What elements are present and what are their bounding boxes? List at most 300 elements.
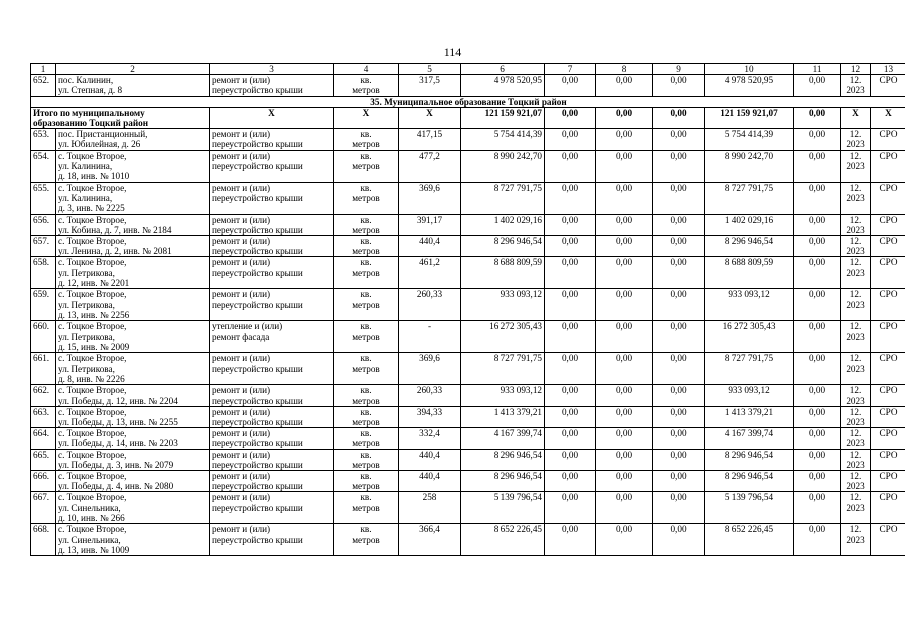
year-cell-line: 2023: [846, 139, 865, 150]
unit-cell-line: кв.: [360, 385, 372, 396]
address-cell-line: ул. Синельника,: [58, 502, 121, 513]
total-label: [31, 107, 210, 128]
work-type-cell: [210, 182, 334, 214]
col8-cell: 0,00: [596, 449, 653, 470]
col11-cell: 0,00: [794, 289, 841, 321]
address-cell: [56, 75, 210, 96]
total-col4: X: [334, 107, 399, 128]
unit-cell: [334, 428, 399, 449]
work-type-cell-line: переустройство крыши: [212, 246, 303, 257]
work-type-cell-line: ремонт и (или): [212, 182, 271, 193]
work-type-cell-line: переустройство крыши: [212, 459, 303, 470]
cost-cell: 8 296 946,54: [461, 471, 545, 492]
col11-cell: 0,00: [794, 492, 841, 524]
year-cell-line: 12.: [849, 449, 862, 460]
year-cell-line: 12.: [849, 214, 862, 225]
work-type-cell-line: ремонт и (или): [212, 406, 271, 417]
col10-cell: 1 413 379,21: [705, 406, 794, 427]
source-cell: СРО: [871, 75, 905, 96]
col9-cell: 0,00: [653, 492, 705, 524]
column-number-row: [31, 64, 905, 75]
table-row: [31, 471, 905, 492]
year-cell-line: 2023: [846, 395, 865, 406]
unit-cell-line: метров: [352, 85, 380, 96]
col9-cell: 0,00: [653, 428, 705, 449]
col7-cell: 0,00: [545, 406, 596, 427]
col9-cell: 0,00: [653, 257, 705, 289]
col10-cell: 8 727 791,75: [705, 353, 794, 385]
address-cell-line: с. Тоцкое Второе,: [58, 182, 127, 193]
table-row: [31, 449, 905, 470]
cost-cell: 4 978 520,95: [461, 75, 545, 96]
year-cell-line: 12.: [849, 353, 862, 364]
address-cell-line: д. 15, инв. № 2009: [58, 341, 130, 352]
unit-cell-line: метров: [352, 299, 380, 310]
year-cell: [841, 449, 871, 470]
address-cell: [56, 406, 210, 427]
table-row: [31, 289, 905, 321]
address-cell-line: с. Тоцкое Второе,: [58, 428, 127, 439]
work-type-cell-line: ремонт и (или): [212, 428, 271, 439]
col11-cell: 0,00: [794, 524, 841, 556]
year-cell-line: 12.: [849, 428, 862, 439]
column-number: 13: [871, 64, 905, 75]
address-cell: [56, 428, 210, 449]
col7-cell: 0,00: [545, 449, 596, 470]
col10-cell: 8 688 809,59: [705, 257, 794, 289]
section-row: [31, 96, 905, 107]
address-cell-line: с. Тоцкое Второе,: [58, 236, 127, 247]
col8-cell: 0,00: [596, 471, 653, 492]
total-col13: X: [871, 107, 905, 128]
unit-cell: [334, 353, 399, 385]
col7-cell: 0,00: [545, 492, 596, 524]
source-cell: СРО: [871, 236, 905, 257]
work-type-cell-line: переустройство крыши: [212, 481, 303, 492]
source-cell: СРО: [871, 257, 905, 289]
area-cell: 366,4: [399, 524, 461, 556]
work-type-cell-line: ремонт и (или): [212, 353, 271, 364]
address-cell-line: с. Тоцкое Второе,: [58, 257, 127, 268]
work-type-cell: [210, 428, 334, 449]
address-cell-line: ул. Ленина, д. 2, инв. № 2081: [58, 246, 172, 257]
work-type-cell-line: переустройство крыши: [212, 417, 303, 428]
unit-cell: [334, 492, 399, 524]
column-number: 4: [334, 64, 399, 75]
source-cell: СРО: [871, 385, 905, 406]
unit-cell: [334, 385, 399, 406]
col8-cell: 0,00: [596, 214, 653, 235]
year-cell: [841, 75, 871, 96]
col10-cell: 933 093,12: [705, 289, 794, 321]
area-cell: 417,15: [399, 129, 461, 150]
unit-cell: [334, 236, 399, 257]
col11-cell: 0,00: [794, 449, 841, 470]
address-cell: [56, 492, 210, 524]
table-row: [31, 214, 905, 235]
unit-cell-line: кв.: [360, 182, 372, 193]
table-body: [31, 64, 905, 556]
address-cell-line: с. Тоцкое Второе,: [58, 471, 127, 482]
row-number: 659.: [31, 289, 56, 321]
work-type-cell-line: ремонт и (или): [212, 385, 271, 396]
source-cell: СРО: [871, 449, 905, 470]
total-col3: X: [210, 107, 334, 128]
table-row: [31, 257, 905, 289]
address-cell-line: ул. Победы, д. 4, инв. № 2080: [58, 481, 174, 492]
cost-cell: 4 167 399,74: [461, 428, 545, 449]
year-cell: [841, 492, 871, 524]
unit-cell-line: метров: [352, 502, 380, 513]
col7-cell: 0,00: [545, 150, 596, 182]
total-label-line: образованию Тоцкий район: [33, 118, 149, 129]
work-type-cell: [210, 75, 334, 96]
col11-cell: 0,00: [794, 471, 841, 492]
column-number: 1: [31, 64, 56, 75]
area-cell: 369,6: [399, 353, 461, 385]
address-cell: [56, 471, 210, 492]
unit-cell: [334, 524, 399, 556]
column-number: 12: [841, 64, 871, 75]
work-type-cell: [210, 289, 334, 321]
cost-cell: 1 402 029,16: [461, 214, 545, 235]
address-cell: [56, 321, 210, 353]
address-cell-line: с. Тоцкое Второе,: [58, 449, 127, 460]
row-number: 668.: [31, 524, 56, 556]
work-type-cell-line: переустройство крыши: [212, 438, 303, 449]
work-type-cell: [210, 129, 334, 150]
year-cell-line: 12.: [849, 406, 862, 417]
col11-cell: 0,00: [794, 385, 841, 406]
total-col5: X: [399, 107, 461, 128]
unit-cell-line: метров: [352, 438, 380, 449]
work-type-cell: [210, 214, 334, 235]
area-cell: 260,33: [399, 385, 461, 406]
year-cell: [841, 289, 871, 321]
total-label-line: Итого по муниципальному: [33, 107, 145, 118]
area-cell: 440,4: [399, 236, 461, 257]
row-number: 662.: [31, 385, 56, 406]
work-type-cell: [210, 524, 334, 556]
total-col7: 0,00: [545, 107, 596, 128]
address-cell-line: ул. Степная, д. 8: [58, 85, 123, 96]
year-cell: [841, 471, 871, 492]
area-cell: 394,33: [399, 406, 461, 427]
year-cell-line: 12.: [849, 289, 862, 300]
unit-cell: [334, 257, 399, 289]
col10-cell: 4 167 399,74: [705, 428, 794, 449]
year-cell: [841, 257, 871, 289]
table-row: [31, 129, 905, 150]
address-cell-line: с. Тоцкое Второе,: [58, 524, 127, 535]
address-cell-line: с. Тоцкое Второе,: [58, 385, 127, 396]
work-type-cell-line: ремонт и (или): [212, 150, 271, 161]
year-cell: [841, 236, 871, 257]
area-cell: 332,4: [399, 428, 461, 449]
table-row: [31, 182, 905, 214]
address-cell-line: с. Тоцкое Второе,: [58, 150, 127, 161]
year-cell-line: 2023: [846, 459, 865, 470]
work-type-cell-line: переустройство крыши: [212, 502, 303, 513]
col11-cell: 0,00: [794, 236, 841, 257]
unit-cell-line: кв.: [360, 289, 372, 300]
unit-cell: [334, 449, 399, 470]
area-cell: 440,4: [399, 449, 461, 470]
total-row: [31, 107, 905, 128]
address-cell: [56, 257, 210, 289]
source-cell: СРО: [871, 353, 905, 385]
table-row: [31, 524, 905, 556]
year-cell-line: 2023: [846, 85, 865, 96]
col7-cell: 0,00: [545, 214, 596, 235]
year-cell-line: 12.: [849, 129, 862, 140]
work-type-cell-line: ремонт и (или): [212, 75, 271, 86]
address-cell-line: ул. Петрикова,: [58, 267, 115, 278]
unit-cell-line: метров: [352, 459, 380, 470]
year-cell-line: 12.: [849, 492, 862, 503]
col9-cell: 0,00: [653, 449, 705, 470]
work-type-cell: [210, 406, 334, 427]
unit-cell-line: метров: [352, 192, 380, 203]
col9-cell: 0,00: [653, 353, 705, 385]
column-number: 11: [794, 64, 841, 75]
col11-cell: 0,00: [794, 428, 841, 449]
cost-cell: 5 754 414,39: [461, 129, 545, 150]
col10-cell: 5 754 414,39: [705, 129, 794, 150]
col11-cell: 0,00: [794, 182, 841, 214]
work-type-cell: [210, 150, 334, 182]
col8-cell: 0,00: [596, 289, 653, 321]
address-cell-line: ул. Синельника,: [58, 534, 121, 545]
address-cell-line: с. Тоцкое Второе,: [58, 289, 127, 300]
row-number: 653.: [31, 129, 56, 150]
col9-cell: 0,00: [653, 289, 705, 321]
area-cell: 477,2: [399, 150, 461, 182]
work-type-cell-line: переустройство крыши: [212, 363, 303, 374]
col8-cell: 0,00: [596, 257, 653, 289]
source-cell: СРО: [871, 471, 905, 492]
unit-cell: [334, 129, 399, 150]
address-cell-line: ул. Победы, д. 12, инв. № 2204: [58, 395, 178, 406]
unit-cell-line: кв.: [360, 321, 372, 332]
year-cell-line: 2023: [846, 267, 865, 278]
work-type-cell: [210, 449, 334, 470]
col7-cell: 0,00: [545, 524, 596, 556]
row-number: 661.: [31, 353, 56, 385]
address-cell: [56, 236, 210, 257]
table-row: [31, 385, 905, 406]
address-cell: [56, 385, 210, 406]
work-type-cell-line: переустройство крыши: [212, 395, 303, 406]
col8-cell: 0,00: [596, 129, 653, 150]
year-cell-line: 12.: [849, 236, 862, 247]
source-cell: СРО: [871, 129, 905, 150]
unit-cell-line: метров: [352, 246, 380, 257]
area-cell: 461,2: [399, 257, 461, 289]
row-number: 652.: [31, 75, 56, 96]
year-cell: [841, 182, 871, 214]
year-cell-line: 12.: [849, 75, 862, 86]
year-cell-line: 2023: [846, 534, 865, 545]
col10-cell: 8 296 946,54: [705, 449, 794, 470]
unit-cell: [334, 182, 399, 214]
row-number: 666.: [31, 471, 56, 492]
col7-cell: 0,00: [545, 321, 596, 353]
col10-cell: 16 272 305,43: [705, 321, 794, 353]
unit-cell-line: метров: [352, 267, 380, 278]
table-row: [31, 428, 905, 449]
area-cell: 369,6: [399, 182, 461, 214]
col7-cell: 0,00: [545, 236, 596, 257]
year-cell-line: 2023: [846, 246, 865, 257]
address-cell-line: д. 8, инв. № 2226: [58, 373, 125, 384]
address-cell: [56, 150, 210, 182]
unit-cell-line: кв.: [360, 406, 372, 417]
col8-cell: 0,00: [596, 492, 653, 524]
unit-cell-line: метров: [352, 160, 380, 171]
row-number: 664.: [31, 428, 56, 449]
work-type-cell-line: ремонт фасада: [212, 331, 270, 342]
row-number: 660.: [31, 321, 56, 353]
col10-cell: 8 727 791,75: [705, 182, 794, 214]
col11-cell: 0,00: [794, 321, 841, 353]
col8-cell: 0,00: [596, 428, 653, 449]
cost-cell: 8 688 809,59: [461, 257, 545, 289]
column-number: 2: [56, 64, 210, 75]
work-type-cell-line: ремонт и (или): [212, 524, 271, 535]
address-cell-line: ул. Петрикова,: [58, 363, 115, 374]
unit-cell-line: кв.: [360, 236, 372, 247]
work-type-cell-line: ремонт и (или): [212, 236, 271, 247]
area-cell: -: [399, 321, 461, 353]
total-col8: 0,00: [596, 107, 653, 128]
year-cell: [841, 129, 871, 150]
year-cell-line: 12.: [849, 150, 862, 161]
source-cell: СРО: [871, 406, 905, 427]
col7-cell: 0,00: [545, 428, 596, 449]
address-cell: [56, 449, 210, 470]
work-type-cell-line: ремонт и (или): [212, 289, 271, 300]
col8-cell: 0,00: [596, 75, 653, 96]
address-cell-line: с. Тоцкое Второе,: [58, 321, 127, 332]
col9-cell: 0,00: [653, 385, 705, 406]
row-number: 658.: [31, 257, 56, 289]
row-number: 665.: [31, 449, 56, 470]
col7-cell: 0,00: [545, 289, 596, 321]
address-cell-line: ул. Победы, д. 14, инв. № 2203: [58, 438, 178, 449]
address-cell-line: д. 12, инв. № 2201: [58, 277, 130, 288]
address-cell: [56, 214, 210, 235]
col7-cell: 0,00: [545, 129, 596, 150]
year-cell-line: 12.: [849, 524, 862, 535]
total-col9: 0,00: [653, 107, 705, 128]
total-col11: 0,00: [794, 107, 841, 128]
table-row: [31, 353, 905, 385]
work-type-cell-line: переустройство крыши: [212, 160, 303, 171]
address-cell-line: д. 13, инв. № 1009: [58, 544, 130, 555]
col8-cell: 0,00: [596, 406, 653, 427]
year-cell: [841, 214, 871, 235]
work-type-cell-line: переустройство крыши: [212, 299, 303, 310]
year-cell-line: 2023: [846, 438, 865, 449]
address-cell-line: с. Тоцкое Второе,: [58, 406, 127, 417]
address-cell: [56, 289, 210, 321]
area-cell: 317,5: [399, 75, 461, 96]
col10-cell: 933 093,12: [705, 385, 794, 406]
address-cell-line: д. 10, инв. № 266: [58, 512, 125, 523]
column-number: 6: [461, 64, 545, 75]
cost-cell: 8 727 791,75: [461, 353, 545, 385]
work-type-cell-line: переустройство крыши: [212, 224, 303, 235]
source-cell: СРО: [871, 182, 905, 214]
col10-cell: 4 978 520,95: [705, 75, 794, 96]
unit-cell-line: кв.: [360, 428, 372, 439]
column-number: 10: [705, 64, 794, 75]
col10-cell: 1 402 029,16: [705, 214, 794, 235]
work-type-cell-line: ремонт и (или): [212, 449, 271, 460]
address-cell: [56, 353, 210, 385]
cost-cell: 8 296 946,54: [461, 449, 545, 470]
year-cell: [841, 428, 871, 449]
unit-cell-line: кв.: [360, 129, 372, 140]
source-cell: СРО: [871, 150, 905, 182]
row-number: 663.: [31, 406, 56, 427]
cost-cell: 16 272 305,43: [461, 321, 545, 353]
column-number: 9: [653, 64, 705, 75]
work-type-cell-line: переустройство крыши: [212, 534, 303, 545]
col7-cell: 0,00: [545, 257, 596, 289]
table-row: [31, 321, 905, 353]
unit-cell-line: кв.: [360, 449, 372, 460]
unit-cell: [334, 289, 399, 321]
col9-cell: 0,00: [653, 321, 705, 353]
year-cell-line: 12.: [849, 257, 862, 268]
year-cell-line: 2023: [846, 299, 865, 310]
cost-cell: 8 296 946,54: [461, 236, 545, 257]
cost-cell: 1 413 379,21: [461, 406, 545, 427]
source-cell: СРО: [871, 524, 905, 556]
area-cell: 391,17: [399, 214, 461, 235]
col9-cell: 0,00: [653, 75, 705, 96]
work-type-cell-line: ремонт и (или): [212, 129, 271, 140]
col8-cell: 0,00: [596, 236, 653, 257]
year-cell-line: 2023: [846, 363, 865, 374]
year-cell-line: 2023: [846, 481, 865, 492]
total-col12: X: [841, 107, 871, 128]
work-type-cell-line: переустройство крыши: [212, 85, 303, 96]
year-cell: [841, 321, 871, 353]
source-cell: СРО: [871, 492, 905, 524]
year-cell-line: 12.: [849, 471, 862, 482]
work-type-cell: [210, 257, 334, 289]
table-row: [31, 75, 905, 96]
row-number: 656.: [31, 214, 56, 235]
unit-cell-line: кв.: [360, 214, 372, 225]
year-cell: [841, 406, 871, 427]
column-number: 8: [596, 64, 653, 75]
area-cell: 440,4: [399, 471, 461, 492]
col9-cell: 0,00: [653, 236, 705, 257]
col8-cell: 0,00: [596, 353, 653, 385]
cost-cell: 8 652 226,45: [461, 524, 545, 556]
area-cell: 260,33: [399, 289, 461, 321]
year-cell: [841, 353, 871, 385]
year-cell-line: 2023: [846, 224, 865, 235]
year-cell-line: 2023: [846, 192, 865, 203]
unit-cell-line: метров: [352, 534, 380, 545]
col9-cell: 0,00: [653, 406, 705, 427]
column-number: 5: [399, 64, 461, 75]
